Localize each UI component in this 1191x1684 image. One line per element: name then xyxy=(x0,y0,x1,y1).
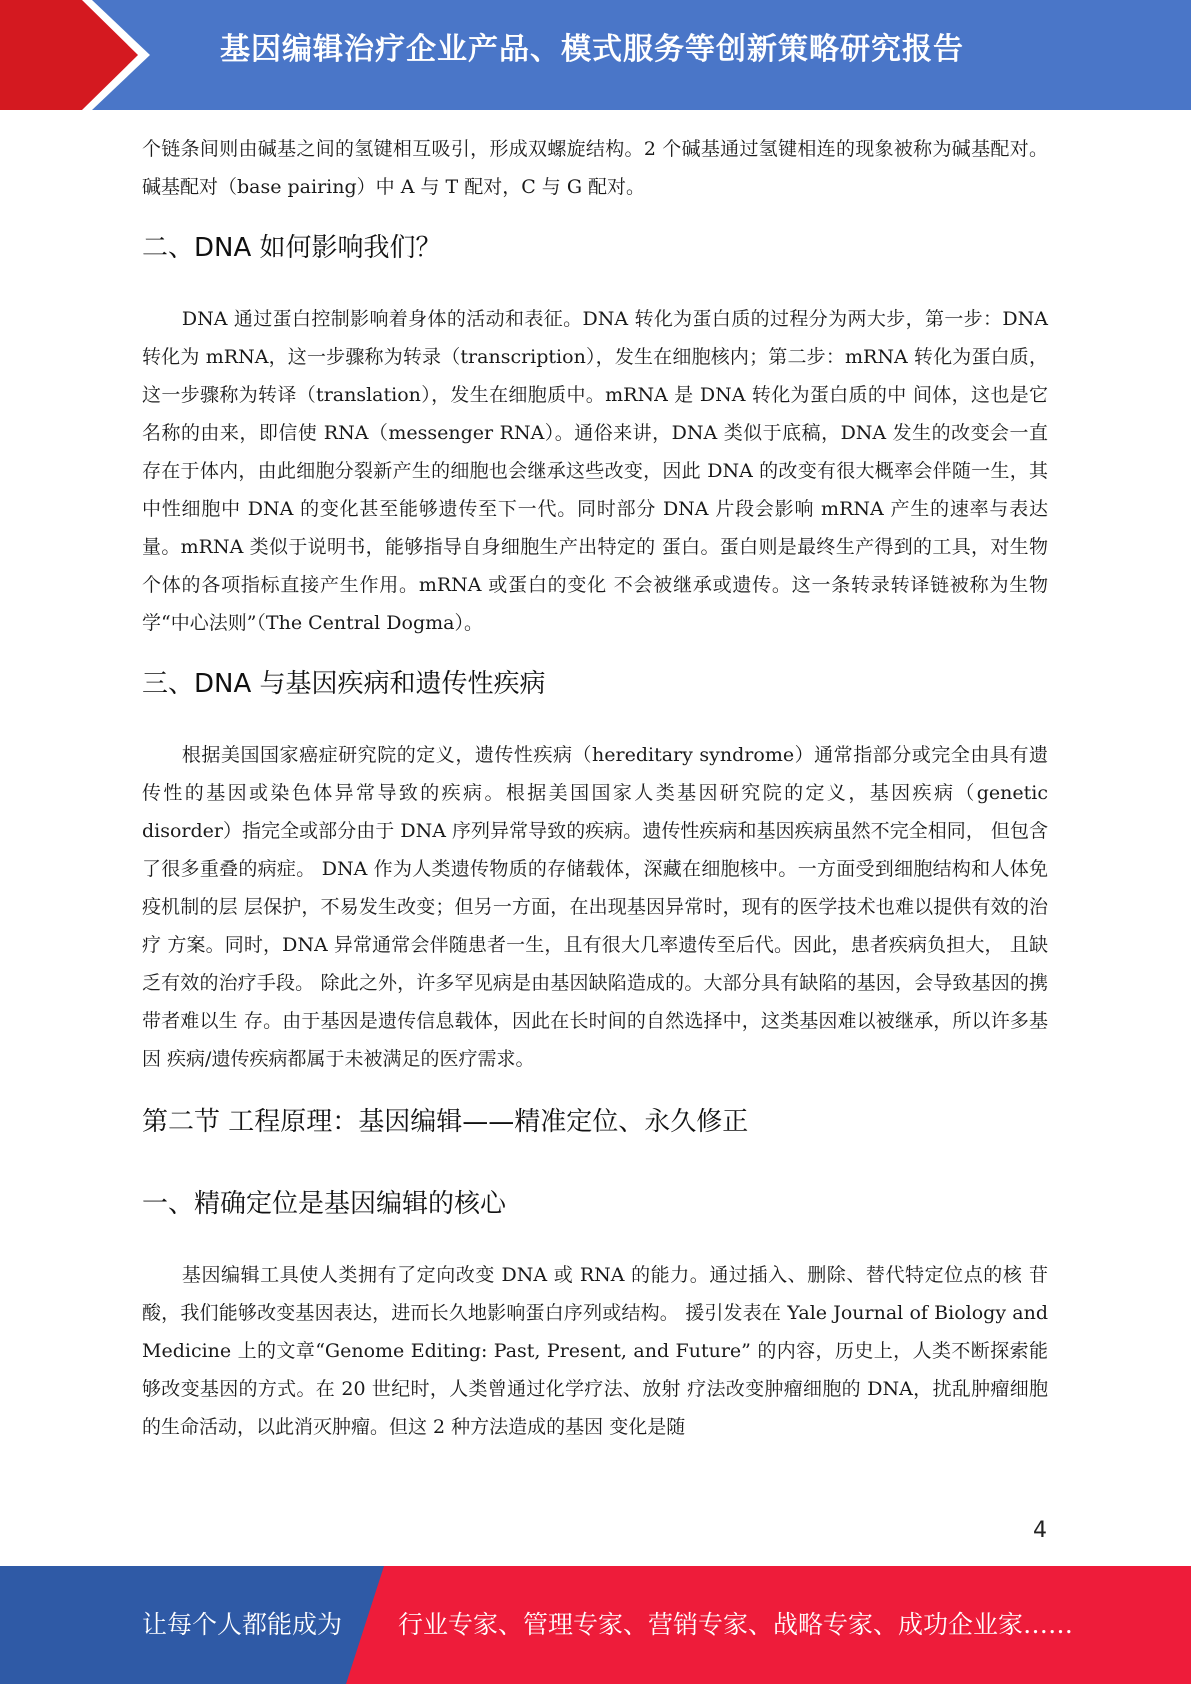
paragraph-gene-editing: 基因编辑工具使人类拥有了定向改变 DNA 或 RNA 的能力。通过插入、删除、替代特定位点的核 苷酸，我们能够改变基因表达，进而长久地影响蛋白序列或结构。 援引发表在 Yale Journal of Biology and Medicine 上的文章“Genome Editing: Past, Present, and Future” 的内容，历史上，人类不断探索能够改变基因的方式。在 20 世纪时，人类曾通过化学疗法、放射 疗法改变肿瘤细胞的 DNA，扰乱肿瘤细胞的生命活动，以此消灭肿瘤。但这 2 种方法造成的基因 变化是随 xyxy=(142,1264,1048,1438)
paragraph-dna-influence: DNA 通过蛋白控制影响着身体的活动和表征。DNA 转化为蛋白质的过程分为两大步，第一步：DNA 转化为 mRNA，这一步骤称为转录（transcription），发生在细胞核内；第二步：mRNA 转化为蛋白质，这一步骤称为转译（translation），发生在细胞质中。mRNA 是 DNA 转化为蛋白质的中 间体，这也是它名称的由来，即信使 RNA（messenger RNA）。通俗来讲，DNA 类似于底稿，DNA 发生的改变会一直存在于体内，由此细胞分裂新产生的细胞也会继承这些改变，因此 DNA 的改变有很大概率会伴随一生，其中性细胞中 DNA 的变化甚至能够遗传至下一代。同时部分 DNA 片段会影响 mRNA 产生的速率与表达量。mRNA 类似于说明书，能够指导自身细胞生产出特定的 蛋白。蛋白则是最终生产得到的工具，对生物个体的各项指标直接产生作用。mRNA 或蛋白的变化 不会被继承或遗传。这一条转录转译链被称为生物学“中心法则”（The Central Dogma）。 xyxy=(142,308,1048,634)
paragraph-dna-diseases: 根据美国国家癌症研究院的定义，遗传性疾病（hereditary syndrome）通常指部分或完全由具有遗 传性的基因或染色体异常导致的疾病。根据美国国家人类基因研究院的定义，基因疾病（genetic disorder）指完全或部分由于 DNA 序列异常导致的疾病。遗传性疾病和基因疾病虽然不完全相同， 但包含了很多重叠的病症。 DNA 作为人类遗传物质的存储载体，深藏在细胞核中。一方面受到细胞结构和人体免疫机制的层 层保护，不易发生改变；但另一方面，在出现基因异常时，现有的医学技术也难以提供有效的治疗 方案。同时，DNA 异常通常会伴随患者一生，且有很大几率遗传至后代。因此，患者疾病负担大， 且缺乏有效的治疗手段。 除此之外，许多罕见病是由基因缺陷造成的。大部分具有缺陷的基因，会导致基因的携带者难以生 存。由于基因是遗传信息载体，因此在长时间的自然选择中，这类基因难以被继承，所以许多基因 疾病/遗传疾病都属于未被满足的医疗需求。 xyxy=(142,744,1048,1070)
header-arrow-decoration xyxy=(0,0,150,110)
paragraph-intro: 个链条间则由碱基之间的氢键相互吸引，形成双螺旋结构。2 个碱基通过氢键相连的现象被称为碱基配对。碱基配对（base pairing）中 A 与 T 配对，C 与 G 配对。 xyxy=(142,138,1048,198)
heading-dna-diseases: 三、DNA 与基因疾病和遗传性疾病 xyxy=(142,669,546,699)
heading-dna-influence: 二、DNA 如何影响我们？ xyxy=(142,233,442,263)
document-body xyxy=(142,130,1048,1446)
page-number: 4 xyxy=(1033,1518,1047,1543)
heading-section-two: 第二节 工程原理：基因编辑——精准定位、永久修正 xyxy=(142,1107,749,1137)
footer-slogan-left: 让每个人都能成为 xyxy=(142,1610,343,1639)
footer-slogan-right: 行业专家、管理专家、营销专家、战略专家、成功企业家…… xyxy=(398,1610,1074,1639)
heading-precise-positioning: 一、精确定位是基因编辑的核心 xyxy=(142,1189,507,1219)
page-header xyxy=(0,0,1191,110)
header-title: 基因编辑治疗企业产品、模式服务等创新策略研究报告 xyxy=(220,32,964,67)
